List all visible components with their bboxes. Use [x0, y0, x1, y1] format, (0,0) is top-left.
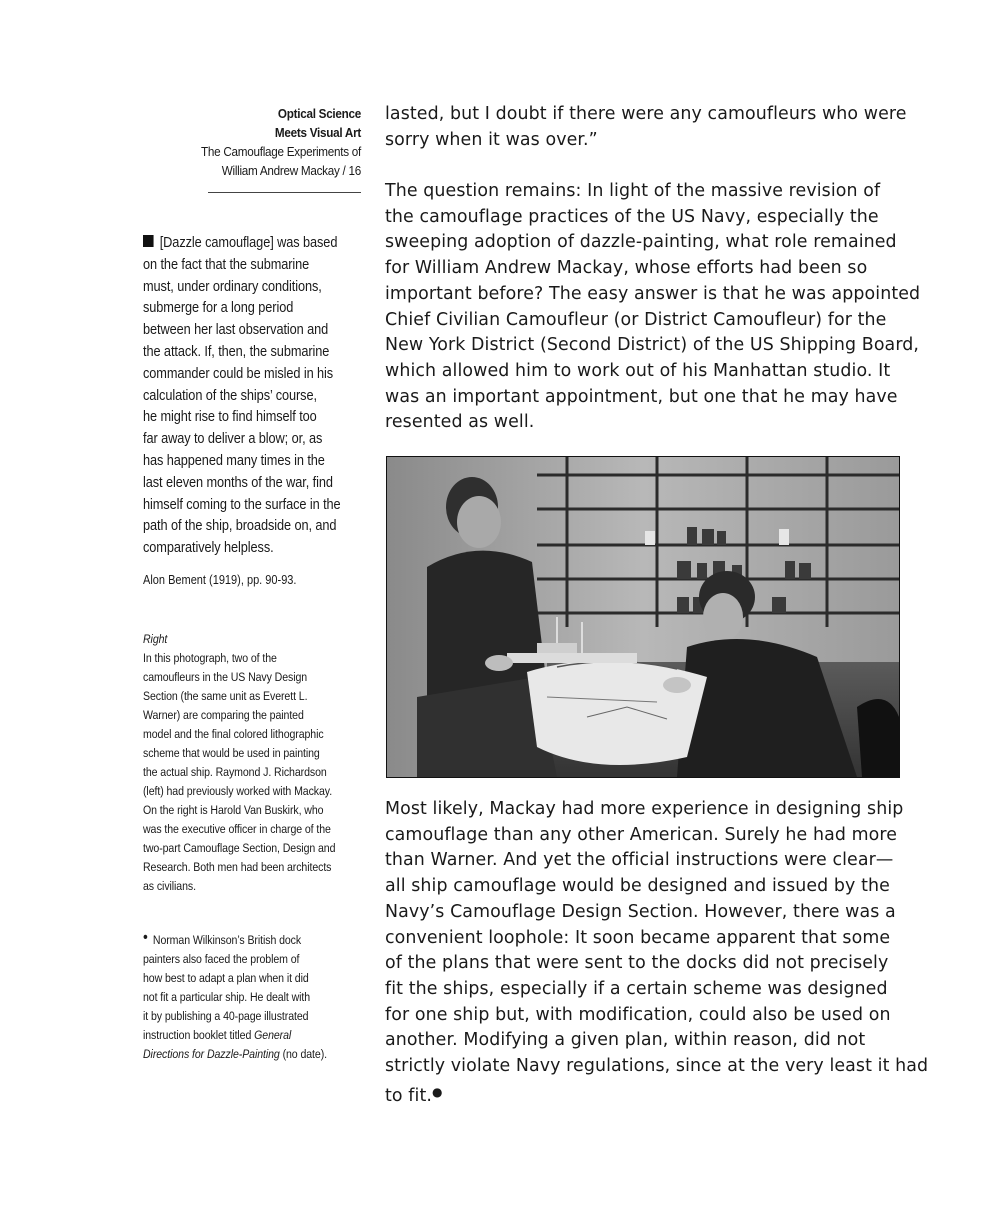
body-line: fit the ships, especially if a certain scheme was designed [385, 978, 888, 999]
running-head-block [143, 104, 361, 180]
footnote-line: painters also faced the problem of [143, 952, 300, 966]
body-paragraph-2 [385, 179, 921, 436]
body-line: resented as well. [385, 412, 535, 433]
body-line: Navy’s Camouflage Design Section. However, there was a [385, 901, 896, 922]
body-line: strictly violate Navy regulations, since at the very least it had [385, 1056, 929, 1077]
body-line: for William Andrew Mackay, whose efforts had been so [385, 258, 868, 279]
caption-line: two-part Camouflage Section, Design and [143, 841, 336, 855]
footnote-line [143, 1026, 354, 1045]
body-line: the camouflage practices of the US Navy, especially the [385, 206, 879, 227]
body-line: Chief Civilian Camoufleur (or District Camoufleur) for the [385, 309, 887, 330]
quote-line: has happened many times in the [143, 452, 325, 469]
body-line: Most likely, Mackay had more experience in designing ship [385, 799, 904, 819]
quote-line: calculation of the ships’ course, [143, 387, 317, 404]
body-line: important before? The easy answer is that he was appointed [385, 283, 921, 304]
footnote-line: how best to adapt a plan when it did [143, 971, 309, 985]
quote-line: must, under ordinary conditions, [143, 278, 322, 295]
quote-attribution: Alon Bement (1919), pp. 90-93. [143, 573, 297, 587]
body-line: was an important appointment, but one that he may have [385, 386, 898, 407]
quote-line: himself coming to the surface in the [143, 496, 341, 513]
running-head-divider [208, 192, 361, 193]
archival-photograph [386, 456, 900, 778]
body-line: sweeping adoption of dazzle-painting, what role remained [385, 232, 897, 253]
caption-line: Warner) are comparing the painted [143, 708, 304, 722]
body-line: another. Modifying a given plan, within reason, did not [385, 1030, 866, 1051]
photo-caption [143, 630, 354, 896]
body-line: camouflage than any other American. Surely he had more [385, 824, 898, 845]
footnote [143, 928, 354, 1064]
caption-line: (left) had previously worked with Mackay. [143, 784, 333, 798]
quote-line: commander could be misled in his [143, 365, 334, 382]
caption-line: scheme that would be used in painting [143, 746, 320, 760]
book-title-part: Directions for Dazzle-Painting [143, 1047, 280, 1061]
body-line-text: to fit. [385, 1085, 432, 1106]
photograph-illustration [387, 457, 899, 777]
quote-line-text: [Dazzle camouflage] was based [159, 235, 338, 251]
footnote-line-text: (no date). [279, 1047, 327, 1061]
footnote-bullet-icon: • [143, 929, 148, 946]
caption-line: was the executive officer in charge of the [143, 822, 331, 836]
body-paragraph-1 [385, 102, 915, 153]
footnote-line [143, 1045, 354, 1064]
quote-line [143, 233, 354, 255]
caption-line: model and the final colored lithographic [143, 727, 324, 741]
book-title-part: General [254, 1028, 292, 1042]
quote-line: on the fact that the submarine [143, 256, 310, 273]
footnote-line-text: instruction booklet titled [143, 1028, 255, 1042]
body-line: than Warner. And yet the official instructions were clear— [385, 850, 894, 871]
footnote-line-text: Norman Wilkinson’s British dock [152, 933, 302, 947]
footnote-line [143, 928, 354, 950]
body-line: The question remains: In light of the massive revision of [385, 181, 881, 201]
body-line: for one ship but, with modification, could also be used on [385, 1004, 891, 1025]
caption-line: Research. Both men had been architects [143, 860, 332, 874]
caption-label: Right [143, 632, 168, 646]
running-head-title-1: Optical Science [277, 106, 361, 121]
caption-line: camoufleurs in the US Navy Design [143, 670, 308, 684]
square-bullet-icon [143, 235, 154, 247]
quote-line: path of the ship, broadside on, and [143, 518, 337, 535]
body-line: lasted, but I doubt if there were any camoufleurs who were [385, 104, 907, 124]
footnote-line: not fit a particular ship. He dealt with [143, 990, 311, 1004]
body-paragraph-3 [385, 797, 929, 1109]
quote-line: he might rise to find himself too [143, 409, 317, 426]
body-line: sorry when it was over.” [385, 129, 598, 150]
running-head-title-2: Meets Visual Art [274, 125, 361, 140]
quote-line: far away to deliver a blow; or, as [143, 431, 323, 448]
caption-line: On the right is Harold Van Buskirk, who [143, 803, 324, 817]
body-line: of the plans that were sent to the docks did not precisely [385, 953, 889, 974]
sidebar-quote [143, 233, 354, 560]
body-line: New York District (Second District) of the US Shipping Board, [385, 335, 920, 356]
body-line: all ship camouflage would be designed and issued by the [385, 876, 890, 897]
quote-line: between her last observation and [143, 322, 329, 339]
running-head-subtitle-1: The Camouflage Experiments of [201, 144, 361, 159]
quote-line: comparatively helpless. [143, 540, 274, 557]
footnote-line: it by publishing a 40-page illustrated [143, 1009, 309, 1023]
quote-line: submerge for a long period [143, 300, 294, 317]
body-line [385, 1080, 915, 1110]
quote-line: last eleven months of the war, find [143, 474, 333, 491]
quote-line: the attack. If, then, the submarine [143, 343, 330, 360]
running-head [165, 104, 361, 180]
body-line: which allowed him to work out of his Manhattan studio. It [385, 360, 891, 381]
body-line: convenient loophole: It soon became apparent that some [385, 927, 891, 948]
caption-line: as civilians. [143, 879, 196, 893]
footnote-marker-icon[interactable]: ● [432, 1084, 443, 1099]
caption-line: Section (the same unit as Everett L. [143, 689, 308, 703]
caption-line: In this photograph, two of the [143, 651, 277, 665]
caption-line: the actual ship. Raymond J. Richardson [143, 765, 327, 779]
running-head-subtitle-2: William Andrew Mackay / 16 [221, 163, 361, 178]
